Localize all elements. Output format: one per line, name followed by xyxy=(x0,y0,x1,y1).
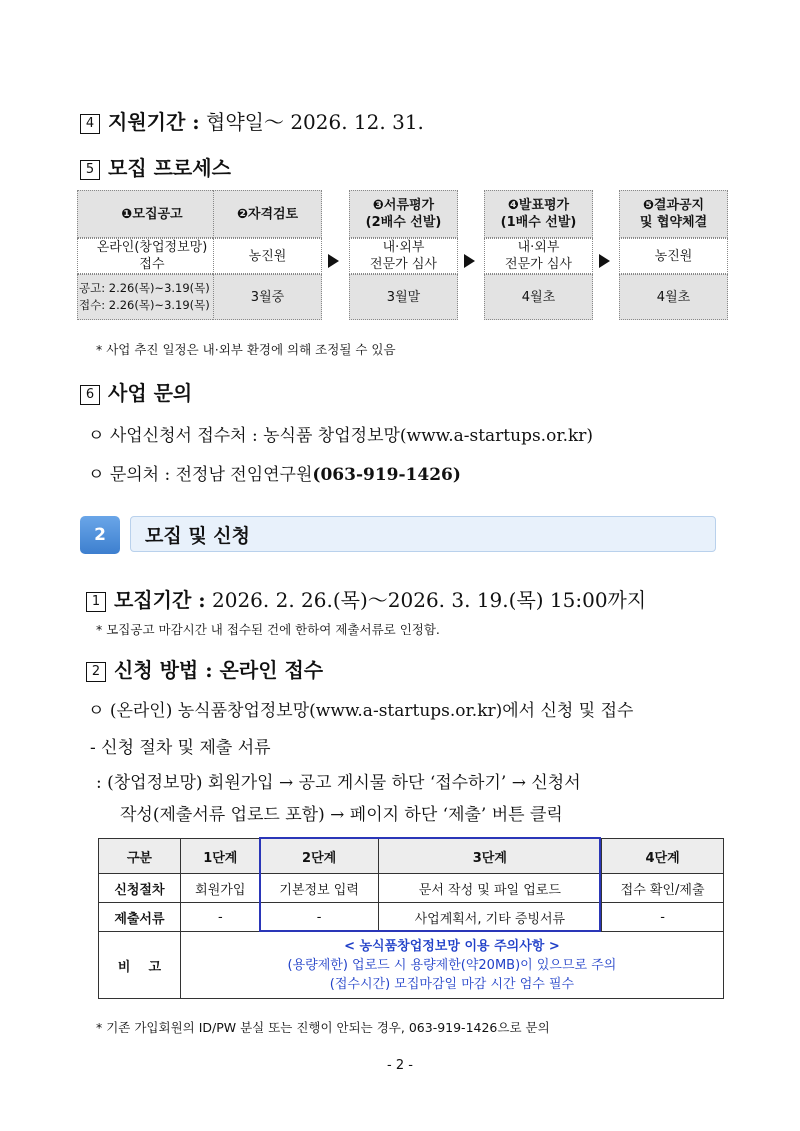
process-step-time: 4월초 xyxy=(484,274,593,320)
process-step-title: ❸서류평가 (2배수 선발) xyxy=(349,190,458,238)
application-table xyxy=(98,838,724,999)
table-row-label: 제출서류 xyxy=(99,903,181,932)
section-support-period xyxy=(80,106,424,135)
process-step-time: 공고: 2.26(목)~3.19(목) 접수: 2.26(목)~3.19(목) xyxy=(77,274,227,320)
section-title-banner: 모집 및 신청 xyxy=(130,516,716,552)
apply-line-online: ㅇ (온라인) 농식품창업정보망(www.a-startups.or.kr)에서 신청 및 접수 xyxy=(88,701,634,721)
table-cell: 기본정보 입력 xyxy=(260,874,378,903)
remark-line-capacity: (용량제한) 업로드 시 용량제한(약20MB)이 있으므로 주의 xyxy=(287,957,617,973)
inquiry-label: 사업 문의 xyxy=(108,381,193,405)
process-step-title: ❷자격검토 xyxy=(213,190,322,238)
process-step-desc: 내·외부 전문가 심사 xyxy=(484,238,593,274)
table-cell: 사업계획서, 기타 증빙서류 xyxy=(378,903,602,932)
apply-line-procedure: - 신청 절차 및 제출 서류 xyxy=(90,738,271,758)
section-number-4: 4 xyxy=(80,114,100,134)
recruit-period-note: * 모집공고 마감시간 내 접수된 건에 한하여 제출서류로 인정함. xyxy=(96,622,440,637)
table-cell: 접수 확인/제출 xyxy=(602,874,724,903)
table-header-row xyxy=(99,839,724,874)
remark-title: < 농식품창업정보망 이용 주의사항 > xyxy=(344,938,560,954)
process-arrow-icon xyxy=(599,254,610,268)
inquiry-contact-text: ㅇ 문의처 : 전정남 전임연구원 xyxy=(88,465,313,485)
page-number: - 2 - xyxy=(387,1058,413,1073)
table-row xyxy=(99,903,724,932)
table-header: 2단계 xyxy=(260,839,378,874)
table-row-remark xyxy=(99,932,724,999)
apply-line-steps-1: : (창업정보망) 회원가입 → 공고 게시물 하단 ‘접수하기’ → 신청서 xyxy=(96,773,581,793)
section-number-2: 2 xyxy=(86,662,106,682)
section-badge: 2 xyxy=(80,516,120,554)
support-period-label: 지원기간 : xyxy=(108,110,200,134)
support-period-value: 협약일～ 2026. 12. 31. xyxy=(199,110,424,134)
section-number-5: 5 xyxy=(80,160,100,180)
section-apply-method xyxy=(86,654,323,683)
recruit-period-value: 2026. 2. 26.(목)～2026. 3. 19.(목) 15:00까지 xyxy=(205,588,647,612)
process-step-time: 3월말 xyxy=(349,274,458,320)
table-cell: - xyxy=(602,903,724,932)
table-row xyxy=(99,874,724,903)
table-remark-label: 비 고 xyxy=(99,932,181,999)
section-number-1: 1 xyxy=(86,592,106,612)
process-arrow-icon xyxy=(328,254,339,268)
apply-method-label: 신청 방법 : 온라인 접수 xyxy=(114,658,324,682)
section-recruit-period xyxy=(86,584,646,613)
process-step-title: ❺결과공지 및 협약체결 xyxy=(619,190,728,238)
table-cell: 문서 작성 및 파일 업로드 xyxy=(378,874,602,903)
process-step-desc: 농진원 xyxy=(619,238,728,274)
inquiry-bullet-contact xyxy=(88,460,461,485)
table-cell: 회원가입 xyxy=(180,874,260,903)
footer-note: * 기존 가입회원의 ID/PW 분실 또는 진행이 안되는 경우, 063-919-1426으로 문의 xyxy=(96,1020,550,1035)
process-step-title: ❹발표평가 (1배수 선발) xyxy=(484,190,593,238)
process-step-desc: 내·외부 전문가 심사 xyxy=(349,238,458,274)
table-row-label: 신청절차 xyxy=(99,874,181,903)
table-header: 구분 xyxy=(99,839,181,874)
process-step-title: ❶모집공고 xyxy=(77,190,227,238)
apply-line-steps-2: 작성(제출서류 업로드 포함) → 페이지 하단 ‘제출’ 버튼 클릭 xyxy=(120,805,563,825)
section-number-6: 6 xyxy=(80,385,100,405)
inquiry-phone: (063-919-1426) xyxy=(312,465,461,485)
process-step-time: 3월중 xyxy=(213,274,322,320)
process-arrow-icon xyxy=(464,254,475,268)
process-note: * 사업 추진 일정은 내·외부 환경에 의해 조정될 수 있음 xyxy=(96,342,396,357)
section-recruit-process xyxy=(80,152,231,181)
table-header: 1단계 xyxy=(180,839,260,874)
process-step-desc: 농진원 xyxy=(213,238,322,274)
recruit-process-label: 모집 프로세스 xyxy=(108,156,231,180)
inquiry-bullet-receipt: ㅇ 사업신청서 접수처 : 농식품 창업정보망(www.a-startups.or.kr) xyxy=(88,426,594,446)
section-inquiry xyxy=(80,377,192,406)
table-header: 3단계 xyxy=(378,839,602,874)
table-remark-cell xyxy=(180,932,723,999)
table-cell: - xyxy=(260,903,378,932)
recruit-period-label: 모집기간 : xyxy=(114,588,206,612)
remark-line-deadline: (접수시간) 모집마감일 마감 시간 엄수 필수 xyxy=(329,976,575,992)
process-step-time: 4월초 xyxy=(619,274,728,320)
process-step-desc: 온라인(창업정보망) 접수 xyxy=(77,238,227,274)
table-cell: - xyxy=(180,903,260,932)
table-header: 4단계 xyxy=(602,839,724,874)
